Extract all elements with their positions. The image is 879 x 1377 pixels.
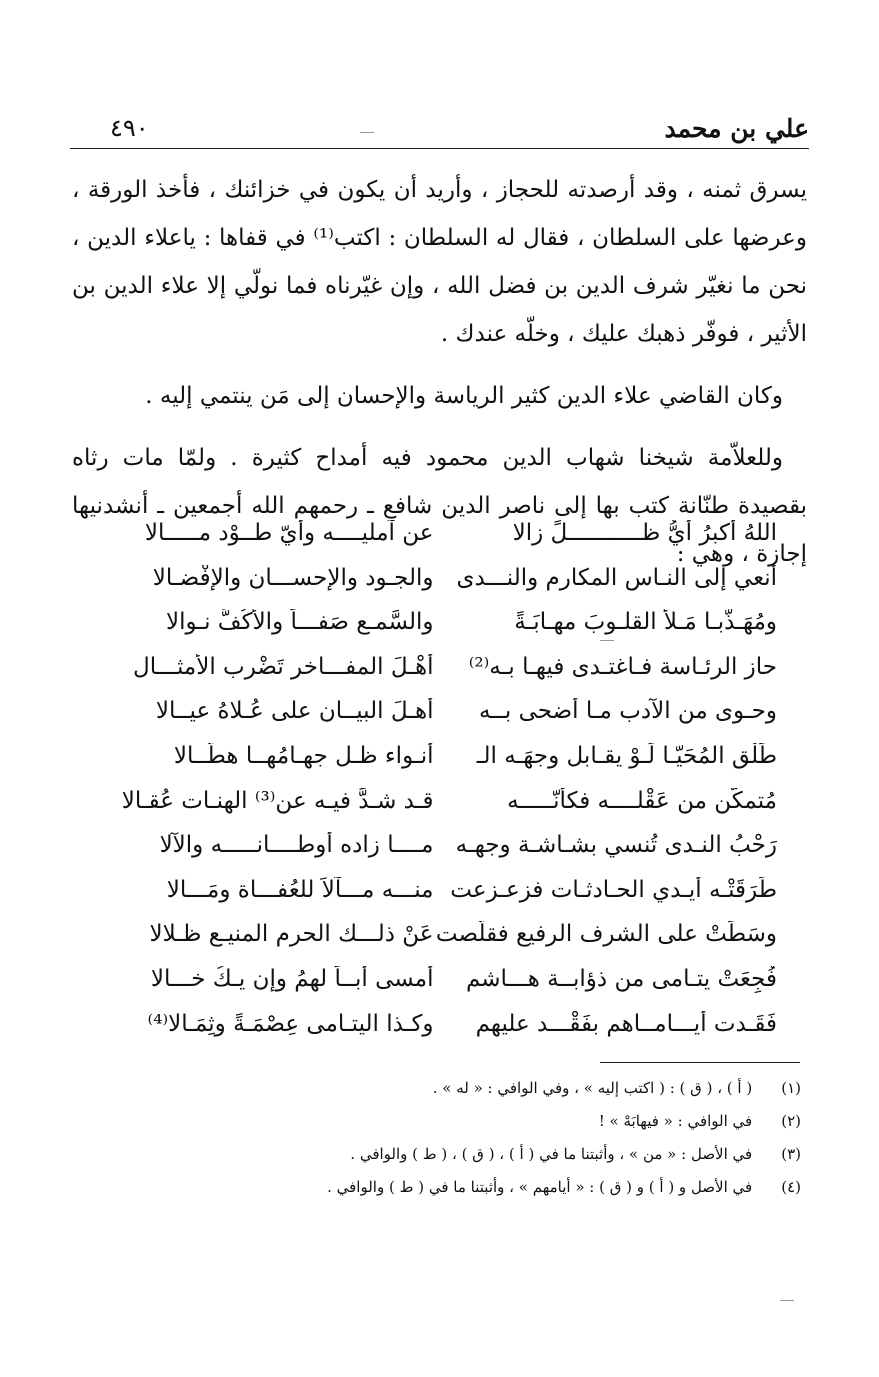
- footnote-number: (٣): [781, 1145, 801, 1163]
- verse-second-hemistich: أنـواء ظـل جهـامُهــا هطّــالا: [173, 742, 434, 769]
- footnote: [72, 1138, 801, 1171]
- verse-first-hemistich: وسَطَتْ على الشرف الرفيع فقلّصت: [435, 921, 777, 948]
- verse-second-hemistich: أمسى أبــاً لهمُ وإن يـكُ خـــالا: [150, 965, 434, 992]
- verse-second-hemistich: قـد شـدَّ فيـه عن⁽³⁾ الهنـات عُقـالا: [121, 787, 434, 814]
- paragraph: وللعلاّمة شيخنا شهاب الدين محمود فيه أمداح كثيرة . ولمّا مات رثاه بقصيدة طنّانة كتب بها إلى ناصر الدين شافع ـ رحمهم الله أجمعين ـ أنشدنيها إجازة ، وهي :: [72, 445, 807, 567]
- verse-first-hemistich: فَقَـدت أيـــامــاهم بفَقْـــد عليهم: [475, 1010, 777, 1037]
- verse-first-hemistich: حاز الرئـاسة فـاغتـدى فيهـا بـه⁽²⁾: [468, 653, 777, 680]
- verse-line: [80, 520, 799, 565]
- verse-line: [80, 654, 799, 699]
- verse-second-hemistich: وكـذا اليتـامى عِصْمَـةً وثِمَـالا⁽⁴⁾: [147, 1010, 434, 1037]
- verse-line: [80, 877, 799, 922]
- footnotes: [72, 1072, 801, 1204]
- verse-line: [80, 609, 799, 654]
- verse-second-hemistich: عن آمليــــه وأيّ طــوْد مـــــالا: [144, 520, 434, 546]
- footnote-text: في الأصل : « من » ، وأثبتنا ما في ( أ ) ، ( ق ) ، ( ط ) والوافي .: [350, 1145, 753, 1163]
- verse-second-hemistich: والسَّمـع صَفـــاً والأكُفَّ نـوالا: [165, 609, 434, 636]
- verse-line: [80, 921, 799, 966]
- footnote: [72, 1072, 801, 1105]
- verse-first-hemistich: وحـوى من الآدب مـا أضحى بــه: [479, 698, 777, 725]
- verse-first-hemistich: فُجِعَتْ يتـامى من ذؤابــة هـــاشم: [465, 965, 777, 992]
- poem: [80, 520, 799, 1055]
- verse-first-hemistich: ومُهَـذَّبـا مَـلأ القلـوبَ مهـابَـةً: [514, 609, 777, 636]
- paragraph: وكان القاضي علاء الدين كثير الرياسة والإحسان إلى مَن ينتمي إليه .: [145, 383, 783, 409]
- verse-first-hemistich: رَحْبُ النـدى تُنسي بشـاشـة وجهـه: [455, 832, 777, 859]
- page-number: ٤٩٠: [110, 114, 149, 142]
- verse-line: [80, 1011, 799, 1056]
- verse-second-hemistich: منـــه مـــآلاً للعُفـــاة ومَـــالا: [166, 876, 434, 903]
- header-title: علي بن محمد: [664, 114, 809, 143]
- verse-first-hemistich: طَلْق المُحَيّـا لَـوْ يقـابل وجهَـه الـ: [476, 742, 777, 769]
- verse-line: [80, 832, 799, 877]
- verse-line: [80, 966, 799, 1011]
- footnote-number: (٤): [781, 1178, 801, 1196]
- verse-first-hemistich: أنعي إلى النـاس المكارم والنـــدى: [456, 564, 777, 591]
- verse-line: [80, 565, 799, 610]
- footnote-text: في الوافي : « فيهابَهْ » !: [598, 1112, 753, 1130]
- paragraph: يسرق ثمنه ، وقد أرصدته للحجاز ، وأريد أن يكون في خزائنك ، فأخذ الورقة ، وعرضها على السلطان ، فقال له السلطان : اكتب⁽¹⁾ في قفاها : ياعلاء الدين ، نحن ما نغيّر شرف الدين بن فضل الله ، وإن غيّرناه فما نولّي إلا علاء الدين بن الأثير ، فوفّر ذهبك عليك ، وخلّه عندك .: [72, 177, 807, 347]
- verse-line: [80, 698, 799, 743]
- footnote-text: في الأصل و ( أ ) و ( ق ) : « أيامهم » ، وأثبتنا ما في ( ط ) والوافي .: [327, 1178, 753, 1196]
- verse-line: [80, 788, 799, 833]
- verse-first-hemistich: طَرَقَتْـه أيـدي الحـادثـات فزعـزعت: [450, 876, 777, 903]
- footnote-divider: [600, 1062, 800, 1063]
- verse-second-hemistich: عَنْ ذلـــك الحرم المنيـع ظـلالا: [149, 921, 434, 948]
- scan-mark: [780, 1300, 794, 1301]
- footnote: [72, 1105, 801, 1138]
- verse-first-hemistich: مُتمكّن من عَقْلــــه فكأنّـــــه: [507, 787, 777, 814]
- verse-second-hemistich: أهـلَ البيــان على عُـلاهُ عيــالا: [155, 698, 434, 725]
- scan-mark: [360, 132, 374, 133]
- footnote-number: (١): [781, 1079, 801, 1097]
- footnote: [72, 1171, 801, 1204]
- verse-first-hemistich: اللهُ أكبرُ أيُّ ظـــــــــــلٍّ زالا: [512, 520, 777, 546]
- verse-line: [80, 743, 799, 788]
- scan-mark: [600, 640, 614, 641]
- verse-second-hemistich: أهْـلَ المفـــاخر تَضْرب الأمثـــال: [133, 653, 434, 680]
- footnote-text: ( أ ) ، ( ق ) : ( اكتب إليه » ، وفي الوافي : « له » .: [432, 1079, 753, 1097]
- running-header: [70, 112, 809, 149]
- footnote-number: (٢): [781, 1112, 801, 1130]
- verse-second-hemistich: مــــا زاده أوطــــانـــــه والآلا: [159, 832, 434, 859]
- verse-second-hemistich: والجـود والإحســـان والإفْضـالا: [152, 564, 434, 591]
